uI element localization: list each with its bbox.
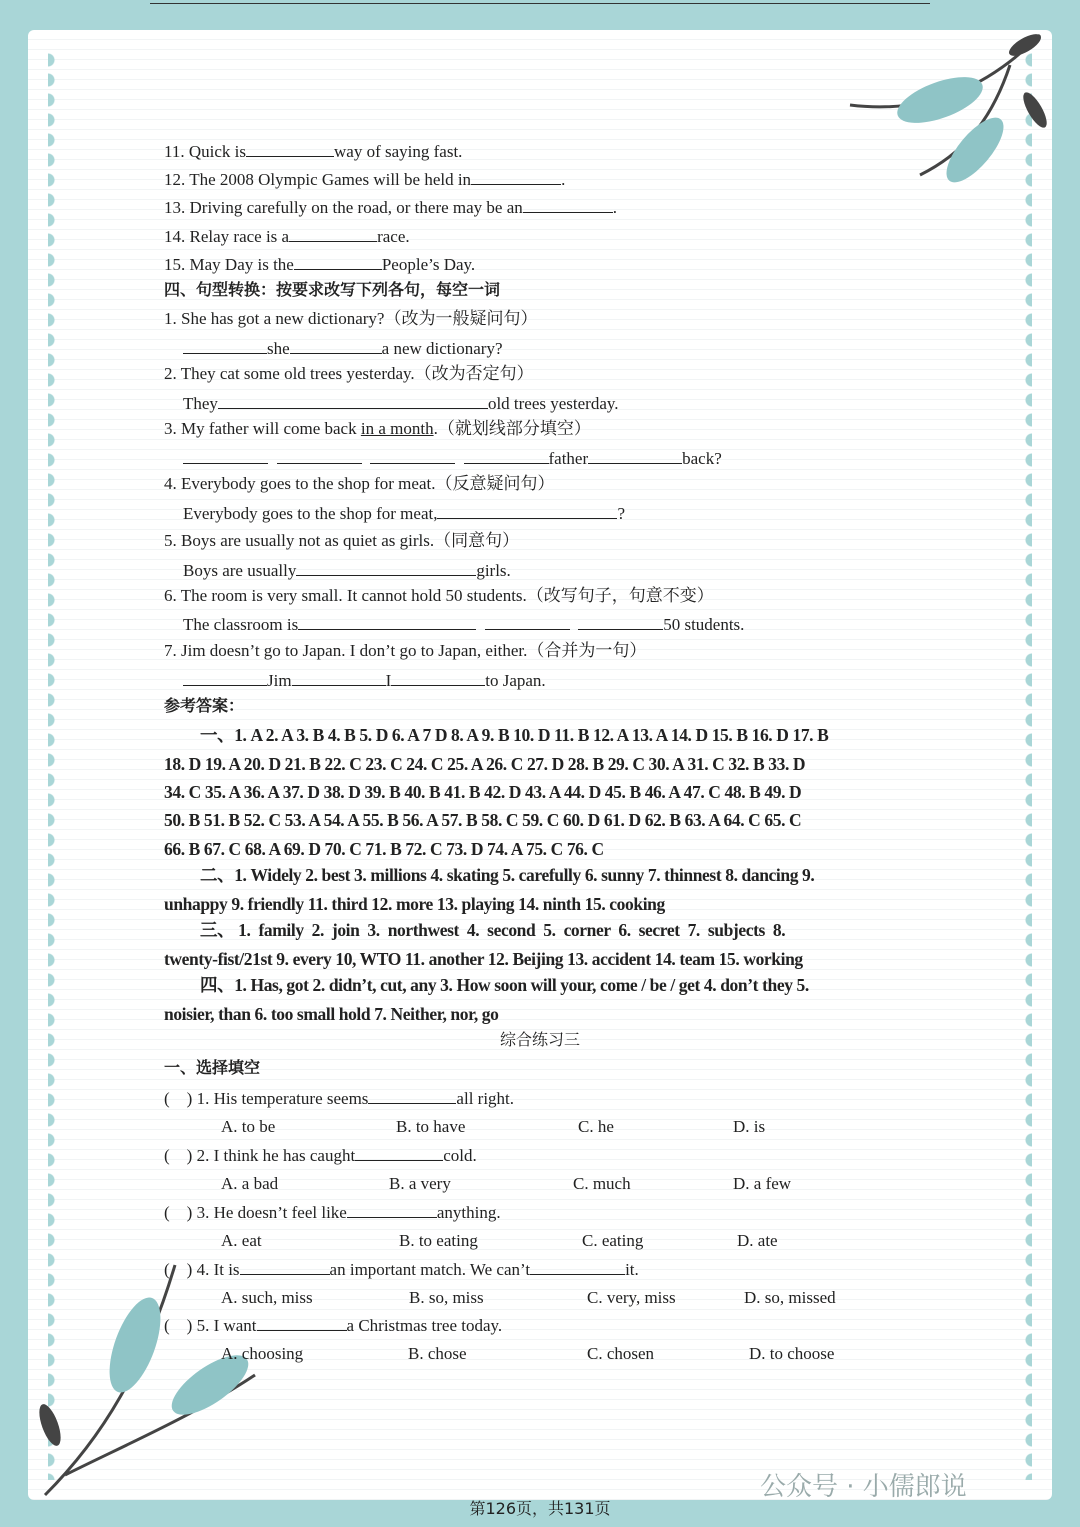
mc4-option-a[interactable]: A. such, miss bbox=[221, 1288, 313, 1307]
mc-question-1: ( ) 1. His temperature seems all right. bbox=[164, 1089, 515, 1108]
part4-heading: 四、句型转换：按要求改写下列各句，每空一词 bbox=[164, 280, 501, 299]
blank[interactable] bbox=[183, 338, 267, 354]
answer-line: twenty-fist/21st 9. every 10, WTO 11. another 12. Beijing 13. accident 14. team 15. working bbox=[164, 949, 803, 969]
mc3-option-a[interactable]: A. eat bbox=[221, 1231, 262, 1250]
answer-line: 50. B 51. B 52. C 53. A 54. A 55. B 56. A 57. B 58. C 59. C 60. D 61. D 62. B 63. A 64. C 65. C bbox=[164, 810, 802, 830]
mc-question-4: ( ) 4. It is an important match. We can’t it. bbox=[164, 1260, 639, 1279]
leaf-decoration-top-right bbox=[840, 25, 1060, 185]
fill-item-15: 15. May Day is the People’s Day. bbox=[164, 255, 476, 274]
mc5-option-a[interactable]: A. choosing bbox=[221, 1344, 304, 1363]
transform-a2: They old trees yesterday. bbox=[183, 394, 619, 413]
transform-q3: 3. My father will come back in a month.（就划线部分填空） bbox=[164, 419, 591, 438]
mc1-option-c[interactable]: C. he bbox=[578, 1117, 614, 1136]
transform-q1: 1. She has got a new dictionary?（改为一般疑问句） bbox=[164, 309, 538, 328]
answer-line: noisier, than 6. too small hold 7. Neither, nor, go bbox=[164, 1004, 499, 1024]
mc2-option-d[interactable]: D. a few bbox=[733, 1174, 792, 1193]
mc5-option-b[interactable]: B. chose bbox=[408, 1344, 467, 1363]
blank[interactable] bbox=[347, 1202, 437, 1218]
mc-question-5: ( ) 5. I want a Christmas tree today. bbox=[164, 1316, 503, 1335]
transform-q4: 4. Everybody goes to the shop for meat.（反意疑问句） bbox=[164, 474, 555, 493]
fill-item-13: 13. Driving carefully on the road, or there may be an . bbox=[164, 198, 618, 217]
blank[interactable] bbox=[292, 670, 386, 686]
blank[interactable] bbox=[368, 1088, 456, 1104]
transform-a4: Everybody goes to the shop for meat, ? bbox=[183, 504, 626, 523]
blank[interactable] bbox=[289, 226, 377, 242]
top-rule bbox=[150, 3, 930, 4]
answer-line: 66. B 67. C 68. A 69. D 70. C 71. B 72. C 73. D 74. A 75. C 76. C bbox=[164, 839, 604, 859]
blank[interactable] bbox=[471, 169, 561, 185]
transform-a7: Jim I to Japan. bbox=[183, 670, 546, 692]
mc3-option-d[interactable]: D. ate bbox=[737, 1231, 778, 1250]
transform-q7: 7. Jim doesn’t go to Japan. I don’t go to Japan, either.（合并为一句） bbox=[164, 641, 647, 660]
blank[interactable] bbox=[277, 448, 362, 464]
watermark: 公众号 · 小儒郎说 bbox=[760, 1472, 967, 1502]
section1-heading: 一、选择填空 bbox=[164, 1058, 261, 1077]
blank[interactable] bbox=[296, 560, 476, 576]
blank[interactable] bbox=[588, 448, 682, 464]
transform-q2: 2. They cat some old trees yesterday.（改为否定句） bbox=[164, 364, 534, 383]
transform-q5: 5. Boys are usually not as quiet as girls.（同意句） bbox=[164, 531, 520, 550]
blank[interactable] bbox=[183, 448, 268, 464]
blank[interactable] bbox=[298, 614, 476, 630]
wavy-edge-right bbox=[1018, 50, 1032, 1480]
transform-a6: The classroom is 50 students. bbox=[183, 615, 745, 634]
blank[interactable] bbox=[485, 614, 570, 630]
answers-heading: 参考答案： bbox=[164, 696, 245, 715]
mc3-option-b[interactable]: B. to eating bbox=[399, 1231, 478, 1250]
answer-line: 二、1. Widely 2. best 3. millions 4. skating 5. carefully 6. sunny 7. thinnest 8. dancing 9. bbox=[200, 865, 815, 885]
mc1-option-b[interactable]: B. to have bbox=[396, 1117, 466, 1136]
mc3-option-c[interactable]: C. eating bbox=[582, 1231, 644, 1250]
mc-question-3: ( ) 3. He doesn’t feel like anything. bbox=[164, 1203, 501, 1222]
mc2-option-b[interactable]: B. a very bbox=[389, 1174, 451, 1193]
answer-line: 三、 1. family 2. join 3. northwest 4. second 5. corner 6. secret 7. subjects 8. bbox=[200, 920, 786, 940]
mc-question-2: ( ) 2. I think he has caught cold. bbox=[164, 1146, 477, 1165]
answer-line: unhappy 9. friendly 11. third 12. more 13. playing 14. ninth 15. cooking bbox=[164, 894, 665, 914]
blank[interactable] bbox=[246, 141, 334, 157]
section-title: 综合练习三 bbox=[499, 1030, 580, 1049]
blank[interactable] bbox=[218, 393, 488, 409]
blank[interactable] bbox=[183, 670, 267, 686]
page-footer: 第126页，共131页 bbox=[469, 1499, 611, 1518]
fill-item-12: 12. The 2008 Olympic Games will be held in . bbox=[164, 170, 566, 189]
mc5-option-c[interactable]: C. chosen bbox=[587, 1344, 655, 1363]
blank[interactable] bbox=[391, 670, 485, 686]
mc4-option-d[interactable]: D. so, missed bbox=[744, 1288, 836, 1307]
transform-a3: father back? bbox=[183, 448, 722, 470]
mc4-option-b[interactable]: B. so, miss bbox=[409, 1288, 484, 1307]
mc4-option-c[interactable]: C. very, miss bbox=[587, 1288, 676, 1307]
blank[interactable] bbox=[370, 448, 455, 464]
answer-line: 一、1. A 2. A 3. B 4. B 5. D 6. A 7 D 8. A 9. B 10. D 11. B 12. A 13. A 14. D 15. B 16. D 17. B bbox=[200, 725, 829, 745]
blank[interactable] bbox=[355, 1145, 443, 1161]
blank[interactable] bbox=[578, 614, 663, 630]
blank[interactable] bbox=[290, 338, 382, 354]
mc1-option-d[interactable]: D. is bbox=[733, 1117, 766, 1136]
fill-item-11: 11. Quick is way of saying fast. bbox=[164, 142, 463, 161]
mc5-option-d[interactable]: D. to choose bbox=[749, 1344, 835, 1363]
answer-line: 34. C 35. A 36. A 37. D 38. D 39. B 40. B 41. B 42. D 43. A 44. D 45. B 46. A 47. C 48. B 49. D bbox=[164, 782, 802, 802]
blank[interactable] bbox=[240, 1259, 330, 1275]
mc1-option-a[interactable]: A. to be bbox=[221, 1117, 276, 1136]
transform-q6: 6. The room is very small. It cannot hold 50 students.（改写句子，句意不变） bbox=[164, 586, 714, 605]
mc2-option-a[interactable]: A. a bad bbox=[221, 1174, 279, 1193]
transform-a5: Boys are usually girls. bbox=[183, 561, 511, 580]
answer-line: 四、1. Has, got 2. didn’t, cut, any 3. How soon will your, come / be / get 4. don’t they 5. bbox=[200, 975, 809, 995]
transform-a1: she a new dictionary? bbox=[183, 338, 503, 360]
blank[interactable] bbox=[523, 197, 613, 213]
blank[interactable] bbox=[294, 254, 382, 270]
answer-line: 18. D 19. A 20. D 21. B 22. C 23. C 24. C 25. A 26. C 27. D 28. B 29. C 30. A 31. C 32. B 33. D bbox=[164, 754, 806, 774]
fill-item-14: 14. Relay race is a race. bbox=[164, 227, 410, 246]
mc2-option-c[interactable]: C. much bbox=[573, 1174, 631, 1193]
blank[interactable] bbox=[437, 503, 617, 519]
blank[interactable] bbox=[530, 1259, 625, 1275]
blank[interactable] bbox=[257, 1315, 347, 1331]
blank[interactable] bbox=[464, 448, 549, 464]
